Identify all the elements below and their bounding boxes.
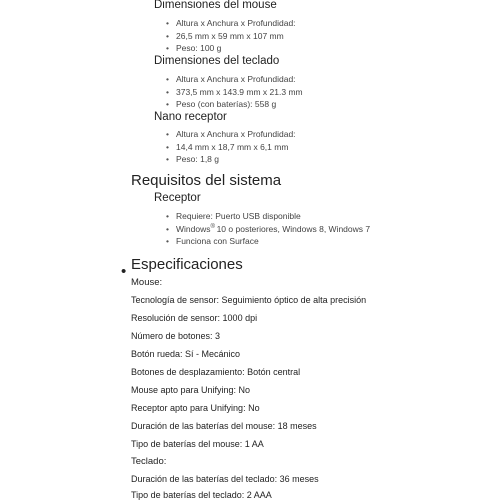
registered-mark: ® [210,223,217,230]
mouse-category-label: Mouse: [131,277,163,288]
list-item: • 373,5 mm x 143.9 mm x 21.3 mm [166,86,303,99]
keyboard-dimensions-heading: Dimensiones del teclado [154,55,280,67]
list-item: • 14,4 mm x 18,7 mm x 6,1 mm [166,141,296,154]
mouse-dimensions-list [166,17,296,55]
bullet-icon: • [121,263,127,280]
spec-line: Botones de desplazamiento: Botón central [131,367,301,377]
list-item: • Altura x Anchura x Profundidad: [166,17,296,30]
os-name: Windows [176,223,211,234]
spec-line: Botón rueda: Sí - Mecánico [131,349,241,359]
list-item: • 26,5 mm x 59 mm x 107 mm [166,30,296,43]
list-item: • Peso (con baterías): 558 g [166,98,303,111]
spec-line: Número de botones: 3 [131,331,221,341]
keyboard-category-label: Teclado: [131,456,167,467]
spec-line: Resolución de sensor: 1000 dpi [131,313,258,323]
spec-line: Tipo de baterías del teclado: 2 AAA [131,490,272,500]
spec-line: Tecnología de sensor: Seguimiento óptico de alta precisión [131,295,367,305]
specifications-heading: Especificaciones [131,256,243,273]
nano-receiver-list [166,128,296,166]
list-item: • Altura x Anchura x Profundidad: [166,128,296,141]
list-item: • Peso: 100 g [166,42,296,55]
system-requirements-heading: Requisitos del sistema [131,172,282,189]
os-versions: 10 o posteriores, Windows 8, Windows 7 [216,223,371,234]
spec-line: Duración de las baterías del mouse: 18 meses [131,421,317,431]
spec-line: Tipo de baterías del mouse: 1 AA [131,439,264,449]
list-item: • Altura x Anchura x Profundidad: [166,73,303,86]
spec-line: Duración de las baterías del teclado: 36 meses [131,474,319,484]
nano-receiver-heading: Nano receptor [154,111,227,123]
list-item: • Funciona con Surface [166,235,370,248]
spec-line: Mouse apto para Unifying: No [131,385,251,395]
mouse-dimensions-heading: Dimensiones del mouse [154,0,277,11]
receiver-subheading: Receptor [154,192,201,204]
list-item: • Requiere: Puerto USB disponible [166,210,370,223]
list-item [166,223,370,236]
list-item: • Peso: 1,8 g [166,153,296,166]
keyboard-dimensions-list [166,73,303,111]
spec-line: Receptor apto para Unifying: No [131,403,260,413]
system-requirements-list [166,210,370,248]
